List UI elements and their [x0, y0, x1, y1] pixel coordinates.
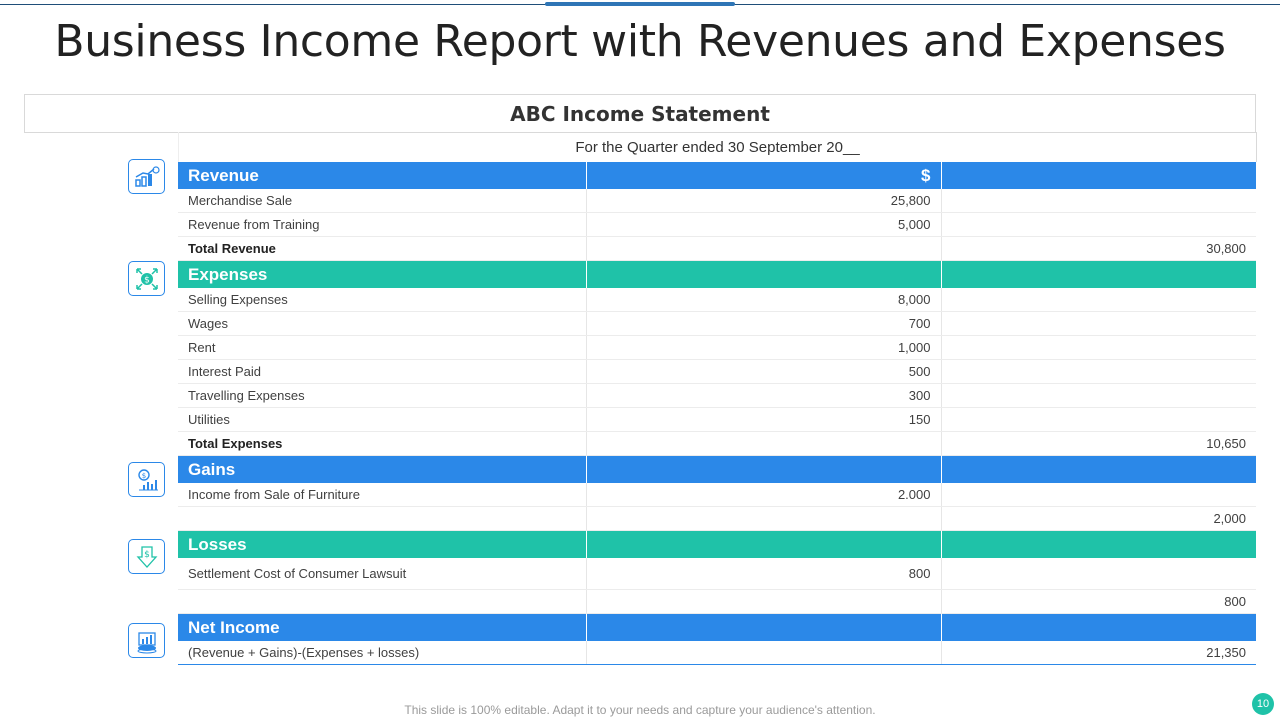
money-outflow-icon — [128, 261, 165, 296]
net-income-section-label: Net Income — [178, 614, 586, 642]
dollar-bar-chart-icon — [128, 462, 165, 497]
net-income-header-row — [178, 614, 1256, 642]
slide-title: Business Income Report with Revenues and Expenses — [54, 16, 1226, 67]
line-item-label: Selling Expenses — [178, 288, 586, 312]
line-item-amount: 500 — [586, 360, 941, 384]
table-row — [178, 558, 1256, 590]
line-item-label: Interest Paid — [178, 360, 586, 384]
line-item-amount: 150 — [586, 408, 941, 432]
table-row — [178, 408, 1256, 432]
statement-period: For the Quarter ended 30 September 20__ — [178, 132, 1257, 162]
expenses-section-label: Expenses — [178, 261, 586, 289]
table-row — [178, 483, 1256, 507]
line-item-label: Settlement Cost of Consumer Lawsuit — [178, 558, 586, 590]
table-row — [178, 312, 1256, 336]
statement-title: ABC Income Statement — [24, 94, 1256, 133]
revenue-header-row — [178, 162, 1256, 189]
net-income-amount: 21,350 — [941, 641, 1256, 665]
line-item-label: Rent — [178, 336, 586, 360]
line-item-amount: 800 — [586, 558, 941, 590]
svg-text:$: $ — [143, 549, 150, 560]
currency-label: $ — [586, 162, 941, 189]
total-amount: 800 — [941, 590, 1256, 614]
line-item-amount: 8,000 — [586, 288, 941, 312]
cash-chart-icon — [128, 623, 165, 658]
svg-text:$: $ — [143, 275, 150, 285]
table-row — [178, 213, 1256, 237]
growth-chart-icon — [128, 159, 165, 194]
gains-header-row — [178, 456, 1256, 484]
gains-section-label: Gains — [178, 456, 586, 484]
losses-section-label: Losses — [178, 531, 586, 559]
total-expenses-row — [178, 432, 1256, 456]
top-accent-bar — [545, 2, 735, 6]
total-label: Total Revenue — [178, 237, 586, 261]
total-revenue-row — [178, 237, 1256, 261]
total-amount: 10,650 — [941, 432, 1256, 456]
total-amount: 2,000 — [941, 507, 1256, 531]
table-row — [178, 384, 1256, 408]
line-item-amount: 2.000 — [586, 483, 941, 507]
line-item-label: Revenue from Training — [178, 213, 586, 237]
footer-note: This slide is 100% editable. Adapt it to your needs and capture your audience's attention. — [404, 703, 876, 717]
table-row — [178, 336, 1256, 360]
line-item-label: Wages — [178, 312, 586, 336]
table-row — [178, 288, 1256, 312]
income-statement-table — [178, 162, 1256, 665]
losses-header-row — [178, 531, 1256, 559]
revenue-section-label: Revenue — [178, 162, 586, 189]
line-item-label: Travelling Expenses — [178, 384, 586, 408]
line-item-amount: 1,000 — [586, 336, 941, 360]
line-item-amount: 300 — [586, 384, 941, 408]
line-item-label: Utilities — [178, 408, 586, 432]
table-row — [178, 189, 1256, 213]
total-gains-row — [178, 507, 1256, 531]
line-item-amount: 700 — [586, 312, 941, 336]
line-item-label: Income from Sale of Furniture — [178, 483, 586, 507]
dollar-down-arrow-icon — [128, 539, 165, 574]
line-item-label: Merchandise Sale — [178, 189, 586, 213]
line-item-amount: 5,000 — [586, 213, 941, 237]
svg-text:$: $ — [141, 471, 146, 480]
page-number-badge: 10 — [1252, 693, 1274, 715]
table-row — [178, 641, 1256, 665]
total-losses-row — [178, 590, 1256, 614]
table-row — [178, 360, 1256, 384]
expenses-header-row — [178, 261, 1256, 289]
net-income-formula: (Revenue + Gains)-(Expenses + losses) — [178, 641, 586, 665]
total-amount: 30,800 — [941, 237, 1256, 261]
line-item-amount: 25,800 — [586, 189, 941, 213]
total-label: Total Expenses — [178, 432, 586, 456]
